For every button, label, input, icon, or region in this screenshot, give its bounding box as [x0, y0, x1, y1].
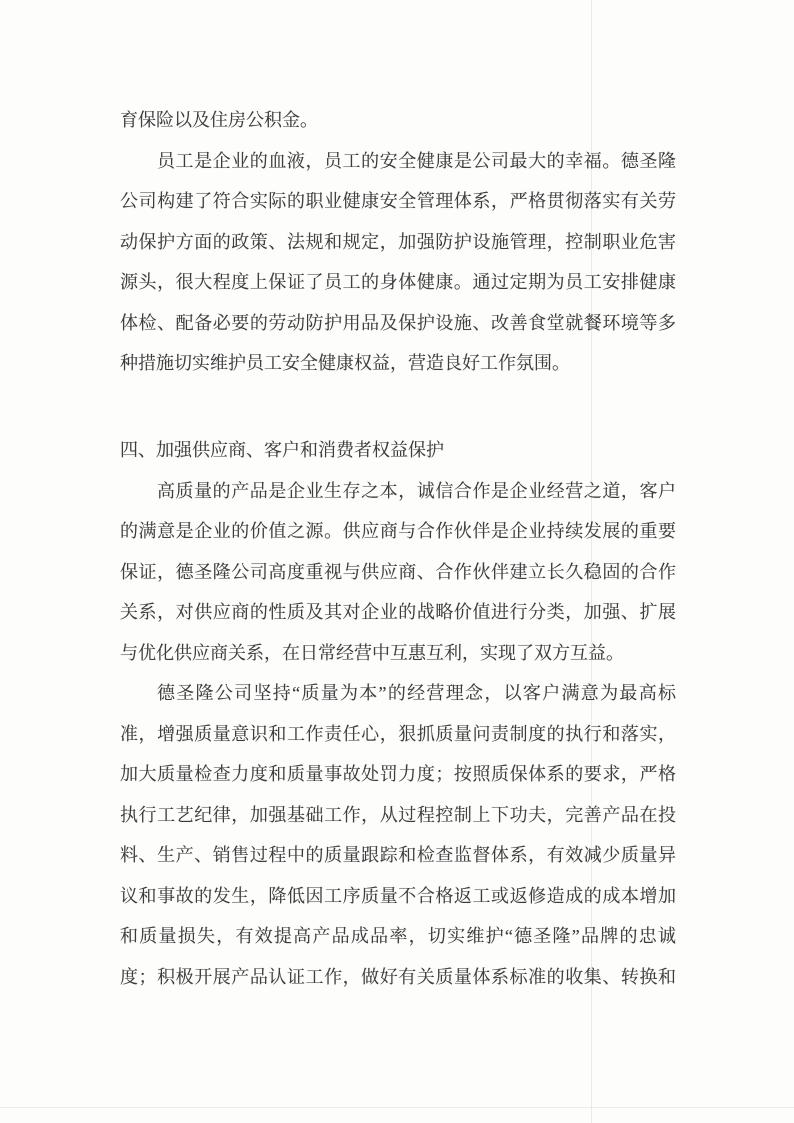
text-line: 度；积极开展产品认证工作，做好有关质量体系标准的收集、转换和 [120, 966, 676, 987]
text-line: 执行工艺纪律，加强基础工作，从过程控制上下功夫，完善产品在投 [120, 804, 676, 825]
text-content [120, 100, 676, 997]
text-line: 准，增强质量意识和工作责任心，狠抓质量问责制度的执行和落实， [120, 723, 676, 744]
text-line: 加大质量检查力度和质量事故处罚力度；按照质保体系的要求，严格 [120, 764, 676, 784]
text-line: 与优化供应商关系，在日常经营中互惠互利，实现了双方互益。 [120, 642, 624, 663]
text-line: 高质量的产品是企业生存之本，诚信合作是企业经营之道，客户 [157, 480, 676, 501]
text-line: 料、生产、销售过程中的质量跟踪和检查监督体系，有效减少质量异 [120, 845, 676, 865]
text-line: 种措施切实维护员工安全健康权益，营造良好工作氛围。 [120, 353, 570, 373]
section-heading: 四、加强供应商、客户和消费者权益保护 [120, 440, 444, 460]
text-line: 和质量损失，有效提高产品成品率，切实维护“德圣隆”品牌的忠诚 [120, 926, 676, 946]
text-line: 动保护方面的政策、法规和规定，加强防护设施管理，控制职业危害 [120, 231, 676, 252]
text-line: 公司构建了符合实际的职业健康安全管理体系，严格贯彻落实有关劳 [120, 191, 676, 211]
text-line: 关系，对供应商的性质及其对企业的战略价值进行分类，加强、扩展 [120, 602, 676, 622]
text-line: 员工是企业的血液，员工的安全健康是公司最大的幸福。德圣隆 [157, 150, 676, 171]
text-line: 议和事故的发生，降低因工序质量不合格返工或返修造成的成本增加 [120, 885, 676, 906]
text-line: 保证，德圣隆公司高度重视与供应商、合作伙伴建立长久稳固的合作 [120, 561, 676, 582]
text-line: 育保险以及住房公积金。 [120, 110, 318, 130]
scan-bottom-edge-line [0, 1107, 794, 1108]
text-line: 的满意是企业的价值之源。供应商与合作伙伴是企业持续发展的重要 [120, 521, 676, 541]
blank-line [120, 384, 676, 425]
text-line: 体检、配备必要的劳动防护用品及保护设施、改善食堂就餐环境等多 [120, 312, 676, 333]
text-line: 源头，很大程度上保证了员工的身体健康。通过定期为员工安排健康 [120, 272, 676, 292]
text-line: 德圣隆公司坚持“质量为本”的经营理念，以客户满意为最高标 [157, 683, 676, 703]
